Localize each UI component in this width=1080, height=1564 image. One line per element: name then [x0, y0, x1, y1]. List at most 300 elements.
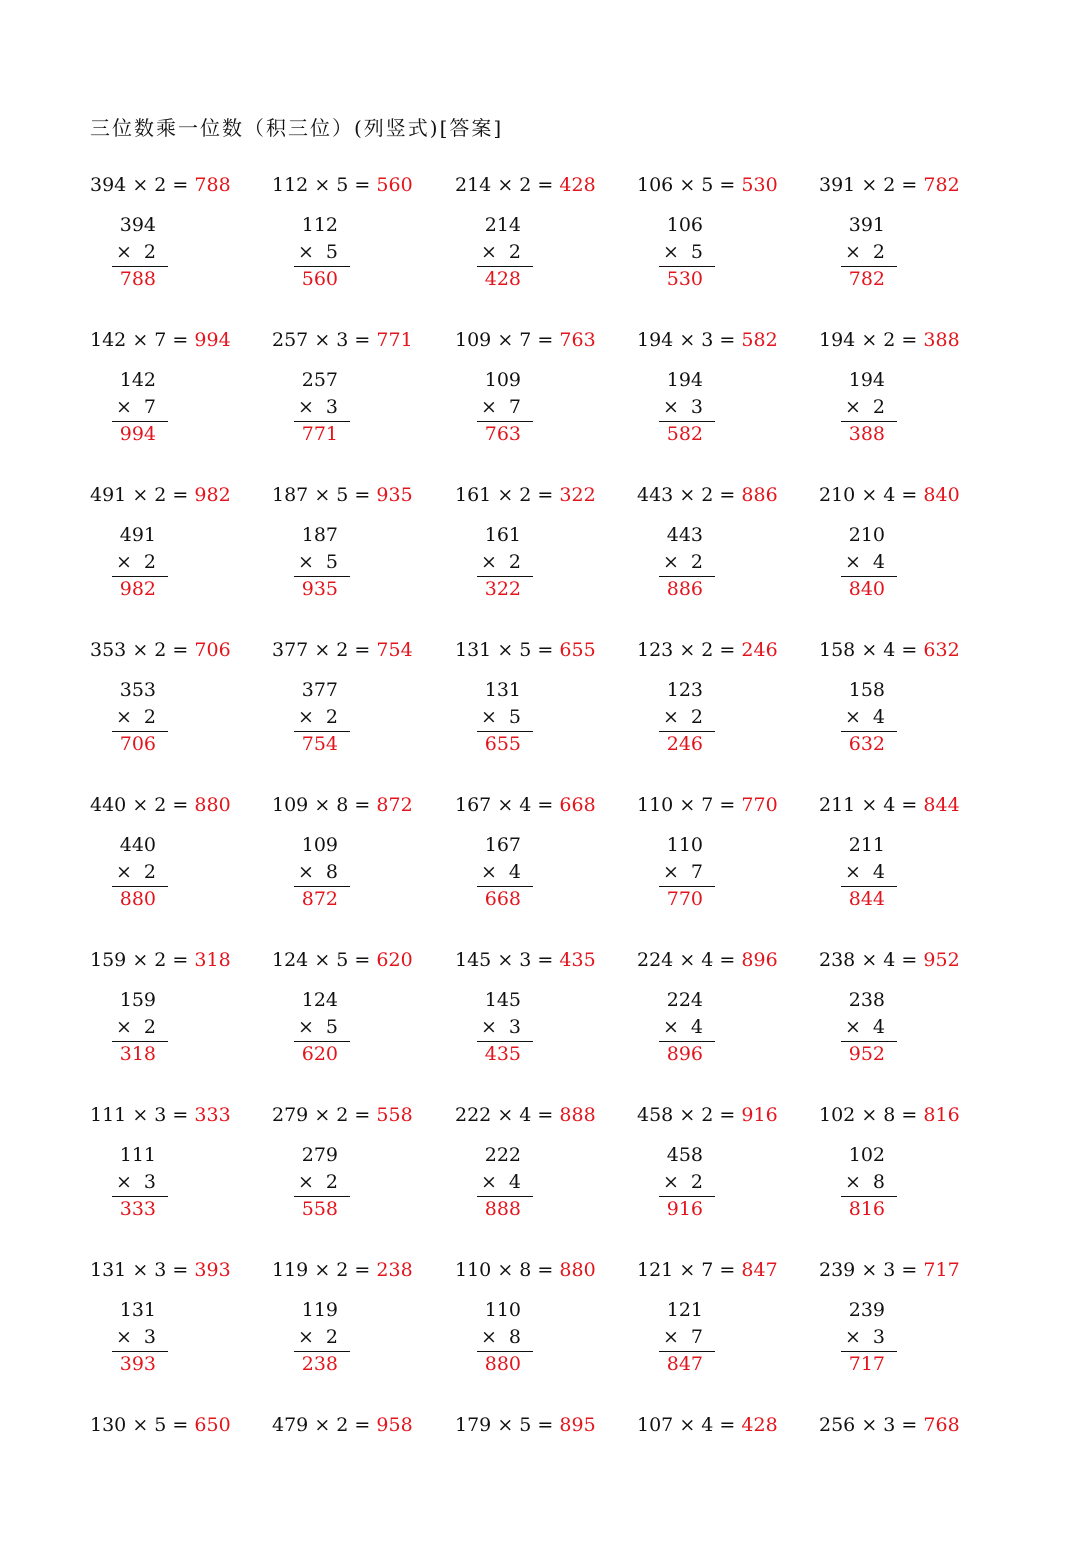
vertical-product: 916 — [666, 1198, 703, 1220]
vertical-times-sign: × — [116, 706, 132, 728]
vertical-times-sign: × — [298, 861, 314, 883]
equation — [272, 174, 413, 196]
vertical-multiplicand: 109 — [301, 834, 338, 856]
problem-item — [272, 639, 454, 789]
answer: 246 — [741, 639, 778, 661]
equals-sign: = — [354, 174, 371, 196]
answer: 952 — [923, 949, 960, 971]
answer: 763 — [559, 329, 596, 351]
multiplier: 2 — [883, 174, 896, 196]
multiplier: 4 — [883, 949, 896, 971]
equation — [819, 794, 960, 816]
equals-sign: = — [354, 1104, 371, 1126]
vertical-product: 888 — [484, 1198, 521, 1220]
vertical-times-sign: × — [663, 1171, 679, 1193]
answer: 958 — [376, 1414, 413, 1436]
multiplicand: 479 — [272, 1414, 309, 1436]
answer: 935 — [376, 484, 413, 506]
vertical-calculation — [479, 212, 531, 292]
vertical-calculation — [661, 367, 713, 447]
vertical-multiplier-row — [296, 239, 348, 266]
times-sign: × — [497, 1414, 514, 1436]
equation — [455, 1104, 596, 1126]
vertical-multiplicand: 353 — [119, 679, 156, 701]
multiplicand: 111 — [90, 1104, 127, 1126]
vertical-calculation — [296, 1297, 348, 1377]
vertical-multiplier-row — [661, 1169, 713, 1196]
vertical-multiplier-row — [114, 859, 166, 886]
equals-sign: = — [901, 794, 918, 816]
equation — [637, 484, 778, 506]
multiplier: 3 — [336, 329, 349, 351]
answer: 916 — [741, 1104, 778, 1126]
answer: 844 — [923, 794, 960, 816]
equals-sign: = — [901, 174, 918, 196]
vertical-multiplier-row — [296, 859, 348, 886]
equation — [90, 174, 231, 196]
multiplier: 7 — [701, 1259, 714, 1281]
equals-sign: = — [901, 484, 918, 506]
vertical-calculation — [296, 832, 348, 912]
times-sign: × — [132, 639, 149, 661]
vertical-calculation — [843, 987, 895, 1067]
vertical-product: 896 — [666, 1043, 703, 1065]
vertical-multiplier: 4 — [872, 706, 885, 728]
equals-sign: = — [172, 484, 189, 506]
equals-sign: = — [901, 1259, 918, 1281]
multiplier: 4 — [701, 1414, 714, 1436]
equals-sign: = — [172, 949, 189, 971]
times-sign: × — [132, 794, 149, 816]
vertical-multiplier: 2 — [143, 706, 156, 728]
answer: 754 — [376, 639, 413, 661]
vertical-multiplier: 3 — [872, 1326, 885, 1348]
vertical-multiplier-row — [296, 1014, 348, 1041]
multiplicand: 145 — [455, 949, 492, 971]
answer: 393 — [194, 1259, 231, 1281]
vertical-multiplicand: 238 — [848, 989, 885, 1011]
vertical-calculation — [114, 1297, 166, 1377]
vertical-multiplier-row — [114, 1324, 166, 1351]
vertical-product: 582 — [666, 423, 703, 445]
vertical-multiplicand: 131 — [484, 679, 521, 701]
answer: 880 — [559, 1259, 596, 1281]
times-sign: × — [132, 949, 149, 971]
multiplicand: 238 — [819, 949, 856, 971]
vertical-calculation — [114, 212, 166, 292]
vertical-times-sign: × — [116, 861, 132, 883]
answer: 872 — [376, 794, 413, 816]
multiplier: 3 — [154, 1259, 167, 1281]
equation — [637, 639, 778, 661]
problem-item — [819, 174, 1001, 324]
multiplier: 5 — [336, 174, 349, 196]
times-sign: × — [679, 639, 696, 661]
problem-item — [819, 794, 1001, 944]
vertical-multiplier: 2 — [143, 551, 156, 573]
equals-sign: = — [537, 174, 554, 196]
vertical-multiplicand: 109 — [484, 369, 521, 391]
multiplier: 7 — [154, 329, 167, 351]
multiplier: 5 — [519, 1414, 532, 1436]
vertical-product: 388 — [848, 423, 885, 445]
times-sign: × — [314, 949, 331, 971]
multiplicand: 377 — [272, 639, 309, 661]
problem-item — [819, 329, 1001, 479]
problem-item — [637, 639, 819, 789]
vertical-multiplier: 2 — [325, 1171, 338, 1193]
times-sign: × — [132, 1414, 149, 1436]
equals-sign: = — [537, 1259, 554, 1281]
vertical-multiplier: 2 — [325, 706, 338, 728]
times-sign: × — [679, 1259, 696, 1281]
answer: 582 — [741, 329, 778, 351]
multiplier: 7 — [701, 794, 714, 816]
vertical-multiplicand: 458 — [666, 1144, 703, 1166]
times-sign: × — [314, 1259, 331, 1281]
times-sign: × — [314, 1104, 331, 1126]
vertical-multiplicand: 110 — [666, 834, 703, 856]
equals-sign: = — [537, 639, 554, 661]
equals-sign: = — [172, 1259, 189, 1281]
equation — [637, 1414, 778, 1436]
multiplier: 2 — [883, 329, 896, 351]
answer: 333 — [194, 1104, 231, 1126]
equation — [637, 329, 778, 351]
problem-item — [90, 1414, 272, 1564]
equals-sign: = — [172, 1414, 189, 1436]
answer: 994 — [194, 329, 231, 351]
equation — [90, 794, 231, 816]
equals-sign: = — [719, 329, 736, 351]
equation — [90, 1259, 231, 1281]
vertical-times-sign: × — [298, 706, 314, 728]
problem-item — [637, 1259, 819, 1409]
vertical-times-sign: × — [298, 551, 314, 573]
multiplier: 8 — [336, 794, 349, 816]
times-sign: × — [679, 1104, 696, 1126]
multiplier: 4 — [701, 949, 714, 971]
equals-sign: = — [719, 949, 736, 971]
vertical-multiplicand: 279 — [301, 1144, 338, 1166]
vertical-multiplier-row — [479, 1324, 531, 1351]
vertical-product: 886 — [666, 578, 703, 600]
problem-item — [637, 174, 819, 324]
equation — [90, 1104, 231, 1126]
vertical-times-sign: × — [845, 396, 861, 418]
multiplier: 2 — [154, 794, 167, 816]
multiplicand: 179 — [455, 1414, 492, 1436]
times-sign: × — [861, 1414, 878, 1436]
vertical-multiplier-row — [661, 1014, 713, 1041]
multiplier: 8 — [883, 1104, 896, 1126]
multiplier: 2 — [701, 484, 714, 506]
multiplier: 5 — [154, 1414, 167, 1436]
problem-item — [455, 1104, 637, 1254]
answer: 668 — [559, 794, 596, 816]
answer: 428 — [559, 174, 596, 196]
multiplicand: 106 — [637, 174, 674, 196]
times-sign: × — [132, 329, 149, 351]
vertical-times-sign: × — [481, 551, 497, 573]
equals-sign: = — [537, 1414, 554, 1436]
vertical-multiplicand: 391 — [848, 214, 885, 236]
vertical-times-sign: × — [116, 1326, 132, 1348]
vertical-multiplicand: 121 — [666, 1299, 703, 1321]
answer: 560 — [376, 174, 413, 196]
problem-item — [90, 639, 272, 789]
vertical-product: 393 — [119, 1353, 156, 1375]
vertical-multiplier: 3 — [690, 396, 703, 418]
equation — [272, 639, 413, 661]
multiplier: 2 — [154, 949, 167, 971]
vertical-times-sign: × — [845, 241, 861, 263]
vertical-calculation — [843, 677, 895, 757]
vertical-product: 655 — [484, 733, 521, 755]
answer: 896 — [741, 949, 778, 971]
vertical-multiplier-row — [296, 1169, 348, 1196]
vertical-calculation — [479, 1142, 531, 1222]
problem-item — [90, 484, 272, 634]
problem-item — [272, 794, 454, 944]
multiplier: 2 — [701, 1104, 714, 1126]
problem-item — [455, 639, 637, 789]
vertical-calculation — [114, 832, 166, 912]
multiplier: 7 — [519, 329, 532, 351]
answer: 816 — [923, 1104, 960, 1126]
times-sign: × — [861, 1104, 878, 1126]
equation — [272, 1414, 413, 1436]
vertical-calculation — [296, 367, 348, 447]
answer: 558 — [376, 1104, 413, 1126]
multiplier: 2 — [154, 484, 167, 506]
vertical-multiplicand: 112 — [301, 214, 338, 236]
times-sign: × — [679, 174, 696, 196]
times-sign: × — [497, 484, 514, 506]
vertical-multiplier-row — [296, 1324, 348, 1351]
multiplicand: 440 — [90, 794, 127, 816]
vertical-multiplicand: 211 — [848, 834, 885, 856]
vertical-multiplier-row — [479, 1169, 531, 1196]
problem-item — [90, 1259, 272, 1409]
times-sign: × — [861, 174, 878, 196]
vertical-calculation — [114, 367, 166, 447]
multiplicand: 194 — [819, 329, 856, 351]
answer: 788 — [194, 174, 231, 196]
equals-sign: = — [354, 639, 371, 661]
vertical-times-sign: × — [298, 1326, 314, 1348]
multiplicand: 167 — [455, 794, 492, 816]
problem-item — [455, 1414, 637, 1564]
vertical-calculation — [296, 987, 348, 1067]
vertical-product: 771 — [301, 423, 338, 445]
vertical-multiplier: 8 — [508, 1326, 521, 1348]
vertical-calculation — [114, 987, 166, 1067]
vertical-multiplier-row — [843, 859, 895, 886]
times-sign: × — [861, 484, 878, 506]
vertical-multiplier: 3 — [508, 1016, 521, 1038]
equation — [455, 329, 596, 351]
answer: 655 — [559, 639, 596, 661]
problem-item — [819, 1259, 1001, 1409]
multiplicand: 124 — [272, 949, 309, 971]
vertical-times-sign: × — [116, 551, 132, 573]
vertical-product: 994 — [119, 423, 156, 445]
equals-sign: = — [719, 1414, 736, 1436]
vertical-multiplier: 2 — [508, 551, 521, 573]
vertical-multiplier-row — [843, 394, 895, 421]
vertical-multiplicand: 222 — [484, 1144, 521, 1166]
multiplicand: 159 — [90, 949, 127, 971]
vertical-multiplier: 2 — [690, 551, 703, 573]
multiplicand: 123 — [637, 639, 674, 661]
vertical-calculation — [661, 1297, 713, 1377]
multiplicand: 142 — [90, 329, 127, 351]
equation — [819, 949, 960, 971]
multiplier: 3 — [883, 1414, 896, 1436]
vertical-multiplier-row — [114, 1014, 166, 1041]
vertical-product: 952 — [848, 1043, 885, 1065]
times-sign: × — [497, 329, 514, 351]
vertical-multiplier: 4 — [872, 551, 885, 573]
vertical-calculation — [661, 677, 713, 757]
vertical-multiplicand: 119 — [301, 1299, 338, 1321]
multiplicand: 107 — [637, 1414, 674, 1436]
vertical-multiplier-row — [114, 549, 166, 576]
equation — [819, 1414, 960, 1436]
vertical-product: 706 — [119, 733, 156, 755]
vertical-product: 782 — [848, 268, 885, 290]
vertical-calculation — [479, 832, 531, 912]
problem-item — [455, 949, 637, 1099]
problem-item — [90, 329, 272, 479]
vertical-multiplicand: 158 — [848, 679, 885, 701]
multiplier: 5 — [336, 484, 349, 506]
problem-item — [819, 949, 1001, 1099]
vertical-times-sign: × — [845, 1326, 861, 1348]
vertical-multiplier: 2 — [690, 706, 703, 728]
vertical-multiplicand: 443 — [666, 524, 703, 546]
vertical-product: 333 — [119, 1198, 156, 1220]
equation — [455, 949, 596, 971]
vertical-times-sign: × — [845, 1171, 861, 1193]
equals-sign: = — [537, 794, 554, 816]
vertical-multiplicand: 124 — [301, 989, 338, 1011]
problem-item — [637, 484, 819, 634]
vertical-calculation — [479, 1297, 531, 1377]
multiplicand: 121 — [637, 1259, 674, 1281]
equation — [819, 639, 960, 661]
vertical-multiplicand: 106 — [666, 214, 703, 236]
equals-sign: = — [901, 1104, 918, 1126]
vertical-product: 982 — [119, 578, 156, 600]
vertical-times-sign: × — [298, 396, 314, 418]
vertical-multiplicand: 210 — [848, 524, 885, 546]
multiplicand: 214 — [455, 174, 492, 196]
equation — [272, 794, 413, 816]
multiplicand: 224 — [637, 949, 674, 971]
multiplier: 2 — [154, 174, 167, 196]
equals-sign: = — [172, 1104, 189, 1126]
vertical-calculation — [479, 987, 531, 1067]
equals-sign: = — [901, 639, 918, 661]
equals-sign: = — [354, 794, 371, 816]
multiplier: 2 — [519, 174, 532, 196]
vertical-multiplier: 3 — [325, 396, 338, 418]
vertical-multiplicand: 491 — [119, 524, 156, 546]
times-sign: × — [497, 174, 514, 196]
vertical-times-sign: × — [845, 551, 861, 573]
problem-item — [819, 639, 1001, 789]
problem-item — [819, 1104, 1001, 1254]
equation — [819, 329, 960, 351]
vertical-multiplicand: 161 — [484, 524, 521, 546]
vertical-calculation — [296, 677, 348, 757]
vertical-product: 880 — [484, 1353, 521, 1375]
equals-sign: = — [354, 1259, 371, 1281]
vertical-product: 246 — [666, 733, 703, 755]
vertical-calculation — [296, 212, 348, 292]
multiplicand: 257 — [272, 329, 309, 351]
problem-item — [455, 174, 637, 324]
vertical-multiplicand: 131 — [119, 1299, 156, 1321]
problem-item — [455, 484, 637, 634]
vertical-product: 238 — [301, 1353, 338, 1375]
equation — [90, 1414, 231, 1436]
vertical-multiplicand: 194 — [666, 369, 703, 391]
vertical-multiplier: 3 — [143, 1326, 156, 1348]
answer: 238 — [376, 1259, 413, 1281]
multiplier: 2 — [336, 639, 349, 661]
vertical-times-sign: × — [481, 706, 497, 728]
equals-sign: = — [354, 484, 371, 506]
vertical-multiplier-row — [661, 704, 713, 731]
vertical-multiplicand: 110 — [484, 1299, 521, 1321]
vertical-multiplier: 2 — [325, 1326, 338, 1348]
vertical-multiplier: 2 — [690, 1171, 703, 1193]
vertical-multiplier: 5 — [690, 241, 703, 263]
multiplicand: 110 — [637, 794, 674, 816]
answer: 717 — [923, 1259, 960, 1281]
equation — [637, 1259, 778, 1281]
vertical-times-sign: × — [481, 1326, 497, 1348]
equation — [637, 174, 778, 196]
vertical-times-sign: × — [116, 1016, 132, 1038]
times-sign: × — [679, 329, 696, 351]
equals-sign: = — [537, 949, 554, 971]
answer: 318 — [194, 949, 231, 971]
multiplicand: 443 — [637, 484, 674, 506]
times-sign: × — [314, 329, 331, 351]
equation — [272, 949, 413, 971]
equation — [455, 484, 596, 506]
equation — [455, 794, 596, 816]
vertical-multiplier: 2 — [143, 861, 156, 883]
vertical-multiplier-row — [114, 704, 166, 731]
times-sign: × — [861, 639, 878, 661]
multiplier: 5 — [336, 949, 349, 971]
multiplicand: 131 — [455, 639, 492, 661]
problem-item — [90, 174, 272, 324]
times-sign: × — [679, 484, 696, 506]
multiplicand: 279 — [272, 1104, 309, 1126]
vertical-product: 763 — [484, 423, 521, 445]
vertical-multiplier: 2 — [143, 1016, 156, 1038]
vertical-multiplier: 4 — [508, 1171, 521, 1193]
multiplicand: 161 — [455, 484, 492, 506]
vertical-multiplicand: 394 — [119, 214, 156, 236]
answer: 428 — [741, 1414, 778, 1436]
